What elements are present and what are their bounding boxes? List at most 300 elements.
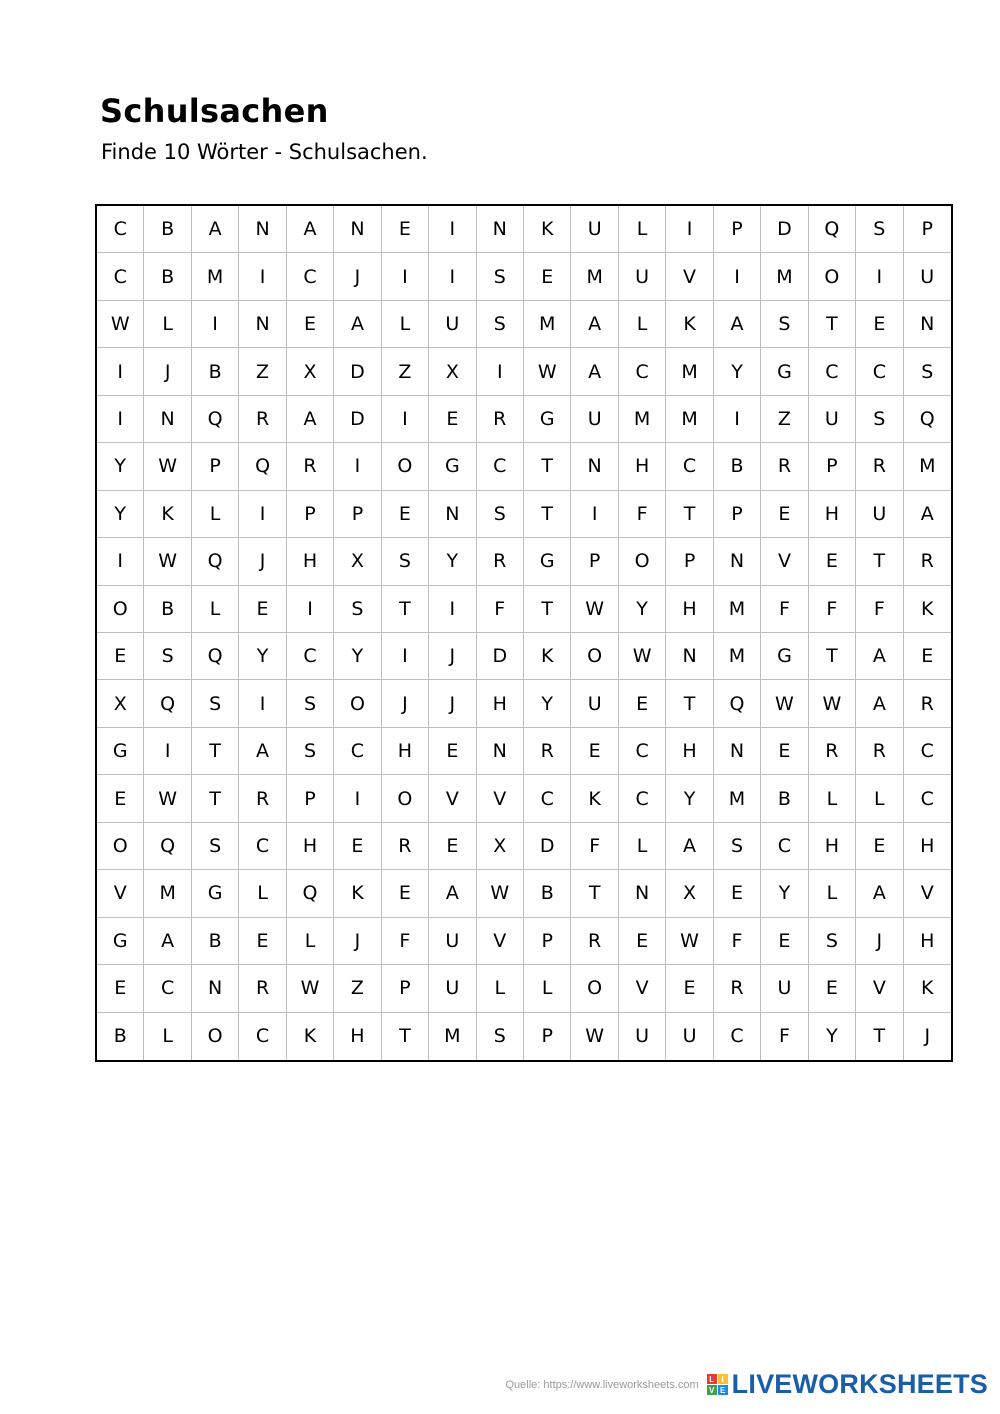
grid-cell[interactable]: Q [144, 823, 191, 870]
grid-cell[interactable]: I [97, 348, 144, 395]
grid-cell[interactable]: C [287, 633, 334, 680]
grid-cell[interactable]: S [144, 633, 191, 680]
grid-cell[interactable]: L [619, 206, 666, 253]
grid-cell[interactable]: E [97, 775, 144, 822]
grid-cell[interactable]: T [192, 728, 239, 775]
grid-cell[interactable]: H [334, 1013, 381, 1060]
grid-cell[interactable]: J [382, 680, 429, 727]
grid-cell[interactable]: I [666, 206, 713, 253]
grid-cell[interactable]: B [144, 253, 191, 300]
grid-cell[interactable]: N [477, 728, 524, 775]
grid-cell[interactable]: E [382, 870, 429, 917]
grid-cell[interactable]: J [429, 633, 476, 680]
grid-cell[interactable]: V [856, 965, 903, 1012]
grid-cell[interactable]: E [619, 680, 666, 727]
grid-cell[interactable]: U [571, 396, 618, 443]
grid-cell[interactable]: H [666, 586, 713, 633]
grid-cell[interactable]: R [904, 680, 951, 727]
grid-cell[interactable]: T [571, 870, 618, 917]
grid-cell[interactable]: X [666, 870, 713, 917]
grid-cell[interactable]: R [382, 823, 429, 870]
grid-cell[interactable]: U [571, 206, 618, 253]
grid-cell[interactable]: U [666, 1013, 713, 1060]
grid-cell[interactable]: R [239, 775, 286, 822]
grid-cell[interactable]: W [97, 301, 144, 348]
grid-cell[interactable]: C [239, 823, 286, 870]
grid-cell[interactable]: G [761, 348, 808, 395]
grid-cell[interactable]: W [571, 586, 618, 633]
grid-cell[interactable]: Z [334, 965, 381, 1012]
grid-cell[interactable]: Q [144, 680, 191, 727]
grid-cell[interactable]: K [334, 870, 381, 917]
grid-cell[interactable]: A [666, 823, 713, 870]
grid-cell[interactable]: I [382, 396, 429, 443]
grid-cell[interactable]: M [714, 586, 761, 633]
grid-cell[interactable]: C [619, 775, 666, 822]
grid-cell[interactable]: W [287, 965, 334, 1012]
grid-cell[interactable]: E [714, 870, 761, 917]
grid-cell[interactable]: A [856, 870, 903, 917]
grid-cell[interactable]: X [429, 348, 476, 395]
grid-cell[interactable]: I [192, 301, 239, 348]
grid-cell[interactable]: T [856, 1013, 903, 1060]
grid-cell[interactable]: F [571, 823, 618, 870]
grid-cell[interactable]: P [666, 538, 713, 585]
grid-cell[interactable]: E [856, 823, 903, 870]
grid-cell[interactable]: P [192, 443, 239, 490]
grid-cell[interactable]: E [809, 538, 856, 585]
grid-cell[interactable]: L [287, 918, 334, 965]
grid-cell[interactable]: D [524, 823, 571, 870]
grid-cell[interactable]: I [714, 253, 761, 300]
grid-cell[interactable]: N [666, 633, 713, 680]
grid-cell[interactable]: Q [239, 443, 286, 490]
grid-cell[interactable]: V [619, 965, 666, 1012]
grid-cell[interactable]: C [524, 775, 571, 822]
grid-cell[interactable]: J [856, 918, 903, 965]
grid-cell[interactable]: K [144, 491, 191, 538]
grid-cell[interactable]: U [809, 396, 856, 443]
grid-cell[interactable]: F [809, 586, 856, 633]
grid-cell[interactable]: M [192, 253, 239, 300]
grid-cell[interactable]: C [666, 443, 713, 490]
grid-cell[interactable]: I [239, 491, 286, 538]
grid-cell[interactable]: Q [192, 396, 239, 443]
grid-cell[interactable]: W [571, 1013, 618, 1060]
grid-cell[interactable]: R [477, 538, 524, 585]
grid-cell[interactable]: H [809, 823, 856, 870]
grid-cell[interactable]: C [334, 728, 381, 775]
grid-cell[interactable]: Y [334, 633, 381, 680]
grid-cell[interactable]: R [287, 443, 334, 490]
grid-cell[interactable]: U [619, 1013, 666, 1060]
grid-cell[interactable]: W [144, 443, 191, 490]
grid-cell[interactable]: S [334, 586, 381, 633]
grid-cell[interactable]: M [429, 1013, 476, 1060]
grid-cell[interactable]: M [666, 348, 713, 395]
grid-cell[interactable]: A [571, 348, 618, 395]
grid-cell[interactable]: A [904, 491, 951, 538]
grid-cell[interactable]: E [761, 918, 808, 965]
grid-cell[interactable]: P [334, 491, 381, 538]
grid-cell[interactable]: R [239, 396, 286, 443]
grid-cell[interactable]: O [334, 680, 381, 727]
grid-cell[interactable]: P [714, 206, 761, 253]
grid-cell[interactable]: Y [97, 491, 144, 538]
grid-cell[interactable]: S [477, 301, 524, 348]
grid-cell[interactable]: R [524, 728, 571, 775]
grid-cell[interactable]: L [619, 823, 666, 870]
grid-cell[interactable]: Y [666, 775, 713, 822]
grid-cell[interactable]: B [192, 348, 239, 395]
grid-cell[interactable]: Q [714, 680, 761, 727]
grid-cell[interactable]: N [571, 443, 618, 490]
grid-cell[interactable]: G [192, 870, 239, 917]
grid-cell[interactable]: E [571, 728, 618, 775]
grid-cell[interactable]: O [571, 633, 618, 680]
grid-cell[interactable]: I [429, 253, 476, 300]
grid-cell[interactable]: Y [97, 443, 144, 490]
grid-cell[interactable]: A [334, 301, 381, 348]
grid-cell[interactable]: U [856, 491, 903, 538]
grid-cell[interactable]: J [144, 348, 191, 395]
grid-cell[interactable]: H [904, 823, 951, 870]
grid-cell[interactable]: C [761, 823, 808, 870]
grid-cell[interactable]: L [809, 870, 856, 917]
grid-cell[interactable]: Q [192, 538, 239, 585]
grid-cell[interactable]: Y [809, 1013, 856, 1060]
grid-cell[interactable]: C [287, 253, 334, 300]
grid-cell[interactable]: W [477, 870, 524, 917]
grid-cell[interactable]: S [477, 491, 524, 538]
grid-cell[interactable]: H [382, 728, 429, 775]
grid-cell[interactable]: T [856, 538, 903, 585]
grid-cell[interactable]: A [856, 680, 903, 727]
grid-cell[interactable]: F [761, 1013, 808, 1060]
grid-cell[interactable]: W [619, 633, 666, 680]
grid-cell[interactable]: C [144, 965, 191, 1012]
grid-cell[interactable]: J [334, 918, 381, 965]
grid-cell[interactable]: F [619, 491, 666, 538]
grid-cell[interactable]: A [287, 396, 334, 443]
grid-cell[interactable]: Q [287, 870, 334, 917]
grid-cell[interactable]: I [429, 586, 476, 633]
grid-cell[interactable]: V [761, 538, 808, 585]
grid-cell[interactable]: A [192, 206, 239, 253]
grid-cell[interactable]: G [524, 538, 571, 585]
grid-cell[interactable]: E [904, 633, 951, 680]
grid-cell[interactable]: Y [239, 633, 286, 680]
grid-cell[interactable]: T [382, 1013, 429, 1060]
grid-cell[interactable]: O [97, 823, 144, 870]
grid-cell[interactable]: S [192, 823, 239, 870]
grid-cell[interactable]: L [192, 586, 239, 633]
grid-cell[interactable]: L [477, 965, 524, 1012]
grid-cell[interactable]: O [571, 965, 618, 1012]
grid-cell[interactable]: E [97, 633, 144, 680]
grid-cell[interactable]: E [856, 301, 903, 348]
grid-cell[interactable]: U [429, 965, 476, 1012]
grid-cell[interactable]: B [97, 1013, 144, 1060]
grid-cell[interactable]: L [192, 491, 239, 538]
grid-cell[interactable]: V [904, 870, 951, 917]
grid-cell[interactable]: C [856, 348, 903, 395]
grid-cell[interactable]: Z [239, 348, 286, 395]
grid-cell[interactable]: J [924, 1025, 931, 1048]
grid-cell[interactable]: D [761, 206, 808, 253]
grid-cell[interactable]: L [382, 301, 429, 348]
grid-cell[interactable]: W [809, 680, 856, 727]
grid-cell[interactable]: P [524, 1013, 571, 1060]
grid-cell[interactable]: R [856, 443, 903, 490]
grid-cell[interactable]: C [714, 1013, 761, 1060]
grid-cell[interactable]: W [524, 348, 571, 395]
grid-cell[interactable]: H [287, 823, 334, 870]
grid-cell[interactable]: E [666, 965, 713, 1012]
grid-cell[interactable]: C [904, 728, 951, 775]
grid-cell[interactable]: L [856, 775, 903, 822]
grid-cell[interactable]: B [714, 443, 761, 490]
grid-cell[interactable]: N [619, 870, 666, 917]
grid-cell[interactable]: A [429, 870, 476, 917]
grid-cell[interactable]: O [382, 775, 429, 822]
grid-cell[interactable]: N [239, 301, 286, 348]
grid-cell[interactable]: T [524, 586, 571, 633]
grid-cell[interactable]: K [287, 1013, 334, 1060]
grid-cell[interactable]: M [666, 396, 713, 443]
grid-cell[interactable]: U [571, 680, 618, 727]
grid-cell[interactable]: G [524, 396, 571, 443]
grid-cell[interactable]: M [904, 443, 951, 490]
grid-cell[interactable]: E [239, 918, 286, 965]
grid-cell[interactable]: V [666, 253, 713, 300]
grid-cell[interactable]: U [429, 301, 476, 348]
grid-cell[interactable]: L [144, 1013, 191, 1060]
grid-cell[interactable]: I [239, 680, 286, 727]
grid-cell[interactable]: S [287, 680, 334, 727]
grid-cell[interactable]: N [714, 728, 761, 775]
grid-cell[interactable]: K [904, 965, 951, 1012]
grid-cell[interactable]: P [904, 206, 951, 253]
grid-cell[interactable]: C [619, 728, 666, 775]
grid-cell[interactable]: A [239, 728, 286, 775]
grid-cell[interactable]: I [144, 728, 191, 775]
grid-cell[interactable]: F [856, 586, 903, 633]
grid-cell[interactable]: W [144, 538, 191, 585]
grid-cell[interactable]: R [809, 728, 856, 775]
grid-cell[interactable]: A [144, 918, 191, 965]
grid-cell[interactable]: W [666, 918, 713, 965]
grid-cell[interactable]: E [429, 823, 476, 870]
grid-cell[interactable]: K [904, 586, 951, 633]
grid-cell[interactable]: U [904, 253, 951, 300]
grid-cell[interactable]: D [334, 396, 381, 443]
grid-cell[interactable]: L [239, 870, 286, 917]
grid-cell[interactable]: Q [809, 206, 856, 253]
grid-cell[interactable]: C [239, 1013, 286, 1060]
grid-cell[interactable]: M [619, 396, 666, 443]
grid-cell[interactable]: R [761, 443, 808, 490]
grid-cell[interactable]: B [524, 870, 571, 917]
grid-cell[interactable]: I [334, 775, 381, 822]
grid-cell[interactable]: Y [429, 538, 476, 585]
grid-cell[interactable]: R [904, 538, 951, 585]
grid-cell[interactable]: E [761, 491, 808, 538]
grid-cell[interactable]: E [524, 253, 571, 300]
grid-cell[interactable]: K [571, 775, 618, 822]
grid-cell[interactable]: R [714, 965, 761, 1012]
grid-cell[interactable]: E [429, 396, 476, 443]
grid-cell[interactable]: Z [761, 396, 808, 443]
grid-cell[interactable]: X [97, 680, 144, 727]
grid-cell[interactable]: N [239, 206, 286, 253]
grid-cell[interactable]: C [904, 775, 951, 822]
grid-cell[interactable]: I [239, 253, 286, 300]
grid-cell[interactable]: E [382, 491, 429, 538]
grid-cell[interactable]: R [856, 728, 903, 775]
grid-cell[interactable]: S [287, 728, 334, 775]
grid-cell[interactable]: K [524, 206, 571, 253]
grid-cell[interactable]: X [477, 823, 524, 870]
grid-cell[interactable]: R [477, 396, 524, 443]
grid-cell[interactable]: I [287, 586, 334, 633]
grid-cell[interactable]: T [192, 775, 239, 822]
grid-cell[interactable]: P [714, 491, 761, 538]
grid-cell[interactable]: T [524, 491, 571, 538]
grid-cell[interactable]: U [619, 253, 666, 300]
grid-cell[interactable]: M [144, 870, 191, 917]
grid-cell[interactable]: M [761, 253, 808, 300]
grid-cell[interactable]: E [334, 823, 381, 870]
grid-cell[interactable]: N [144, 396, 191, 443]
grid-cell[interactable]: H [477, 680, 524, 727]
grid-cell[interactable]: C [97, 206, 144, 253]
grid-cell[interactable]: T [666, 680, 713, 727]
grid-cell[interactable]: I [429, 206, 476, 253]
grid-cell[interactable]: P [524, 918, 571, 965]
grid-cell[interactable]: F [477, 586, 524, 633]
grid-cell[interactable]: N [334, 206, 381, 253]
grid-cell[interactable]: W [761, 680, 808, 727]
grid-cell[interactable]: I [382, 633, 429, 680]
grid-cell[interactable]: L [524, 965, 571, 1012]
grid-cell[interactable]: T [809, 301, 856, 348]
grid-cell[interactable]: C [619, 348, 666, 395]
grid-cell[interactable]: S [192, 680, 239, 727]
grid-cell[interactable]: F [714, 918, 761, 965]
grid-cell[interactable]: S [904, 348, 951, 395]
grid-cell[interactable]: I [97, 396, 144, 443]
grid-cell[interactable]: S [856, 206, 903, 253]
grid-cell[interactable]: L [809, 775, 856, 822]
grid-cell[interactable]: F [761, 586, 808, 633]
grid-cell[interactable]: Y [619, 586, 666, 633]
grid-cell[interactable]: F [382, 918, 429, 965]
grid-cell[interactable]: P [571, 538, 618, 585]
grid-cell[interactable]: Y [761, 870, 808, 917]
grid-cell[interactable]: J [239, 538, 286, 585]
grid-cell[interactable]: E [619, 918, 666, 965]
grid-cell[interactable]: H [619, 443, 666, 490]
grid-cell[interactable]: P [287, 491, 334, 538]
grid-cell[interactable]: E [761, 728, 808, 775]
grid-cell[interactable]: P [382, 965, 429, 1012]
grid-cell[interactable]: E [97, 965, 144, 1012]
grid-cell[interactable]: G [761, 633, 808, 680]
grid-cell[interactable]: Z [382, 348, 429, 395]
grid-cell[interactable]: O [97, 586, 144, 633]
grid-cell[interactable]: T [382, 586, 429, 633]
grid-cell[interactable]: S [761, 301, 808, 348]
grid-cell[interactable]: E [429, 728, 476, 775]
grid-cell[interactable]: T [666, 491, 713, 538]
grid-cell[interactable]: D [477, 633, 524, 680]
grid-cell[interactable]: G [97, 918, 144, 965]
grid-cell[interactable]: A [571, 301, 618, 348]
grid-cell[interactable]: S [382, 538, 429, 585]
grid-cell[interactable]: T [809, 633, 856, 680]
grid-cell[interactable]: W [144, 775, 191, 822]
grid-cell[interactable]: L [619, 301, 666, 348]
grid-cell[interactable]: Q [192, 633, 239, 680]
grid-cell[interactable]: N [429, 491, 476, 538]
grid-cell[interactable]: A [287, 206, 334, 253]
grid-cell[interactable]: I [856, 253, 903, 300]
grid-cell[interactable]: R [571, 918, 618, 965]
grid-cell[interactable]: T [524, 443, 571, 490]
grid-cell[interactable]: V [97, 870, 144, 917]
grid-cell[interactable]: N [904, 301, 951, 348]
grid-cell[interactable]: J [334, 253, 381, 300]
grid-cell[interactable]: O [192, 1013, 239, 1060]
grid-cell[interactable]: P [809, 443, 856, 490]
grid-cell[interactable]: N [714, 538, 761, 585]
grid-cell[interactable]: N [477, 206, 524, 253]
grid-cell[interactable]: P [287, 775, 334, 822]
grid-cell[interactable]: Q [904, 396, 951, 443]
grid-cell[interactable]: B [761, 775, 808, 822]
grid-cell[interactable]: J [429, 680, 476, 727]
grid-cell[interactable]: M [714, 775, 761, 822]
grid-cell[interactable]: L [144, 301, 191, 348]
grid-cell[interactable]: Y [524, 680, 571, 727]
grid-cell[interactable]: H [666, 728, 713, 775]
grid-cell[interactable]: Y [714, 348, 761, 395]
grid-cell[interactable]: O [382, 443, 429, 490]
grid-cell[interactable]: I [97, 538, 144, 585]
grid-cell[interactable]: C [477, 443, 524, 490]
grid-cell[interactable]: C [809, 348, 856, 395]
grid-cell[interactable]: S [477, 1013, 524, 1060]
grid-cell[interactable]: M [524, 301, 571, 348]
grid-cell[interactable]: S [714, 823, 761, 870]
grid-cell[interactable]: M [714, 633, 761, 680]
grid-cell[interactable]: V [477, 775, 524, 822]
grid-cell[interactable]: I [714, 396, 761, 443]
grid-cell[interactable]: O [809, 253, 856, 300]
grid-cell[interactable]: E [287, 301, 334, 348]
grid-cell[interactable]: E [382, 206, 429, 253]
grid-cell[interactable]: H [287, 538, 334, 585]
grid-cell[interactable]: V [477, 918, 524, 965]
grid-cell[interactable]: C [97, 253, 144, 300]
grid-cell[interactable]: D [334, 348, 381, 395]
grid-cell[interactable]: I [334, 443, 381, 490]
grid-cell[interactable]: I [477, 348, 524, 395]
grid-cell[interactable]: B [192, 918, 239, 965]
grid-cell[interactable]: V [429, 775, 476, 822]
grid-cell[interactable]: E [239, 586, 286, 633]
